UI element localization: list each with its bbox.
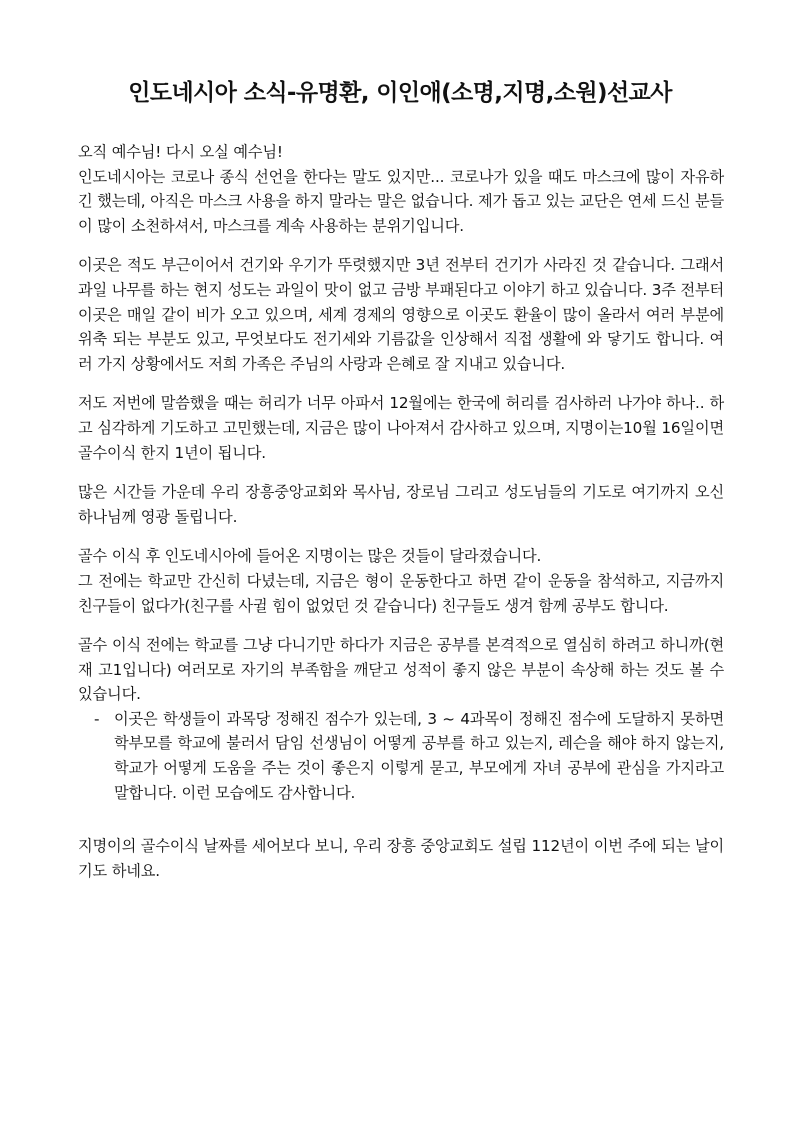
weather-economy-text: 이곳은 적도 부근이어서 건기와 우기가 뚜렷했지만 3년 전부터 건기가 사라진 것 같습니다. 그래서 과일 나무를 하는 현지 성도는 과일이 맛이 없고 금방 부패된다고 이야기 하고 있습니다. 3주 전부터 이곳은 매일 같이 비가 오고 있으며, 세계 경제의 영향으로 이곳도 환율이 많이 올라서 여러 부분에 위축 되는 부분도 있고, 무엇보다도 전기세와 기름값을 인상해서 직접 생활에 와 닿기도 합니다. 여러 가지 상황에서도 저희 가족은 주님의 사랑과 은혜로 잘 지내고 있습니다. <box>78 256 725 373</box>
mask-news-text: 인도네시아는 코로나 종식 선언을 한다는 말도 있지만... 코로나가 있을 때도 마스크에 많이 자유하긴 했는데, 아직은 마스크 사용을 하지 말라는 말은 없습니다. 제가 돕고 있는 교단은 연세 드신 분들이 많이 소천하셔서, 마스크를 계속 사용하는 분위기입니다. <box>78 167 724 235</box>
paragraph-changes <box>78 544 724 618</box>
paragraph-health <box>78 391 724 465</box>
paragraph-study <box>78 633 724 707</box>
paragraph-weather <box>78 253 724 376</box>
study-text: 골수 이식 전에는 학교를 그냥 다니기만 하다가 지금은 공부를 본격적으로 열심히 하려고 하니까(현재 고1입니다) 여러모로 자기의 부족함을 깨닫고 성적이 좋지 않은 부분이 속상해 하는 것도 볼 수 있습니다. <box>78 636 724 704</box>
document-body <box>78 140 724 898</box>
paragraph-closing <box>78 834 724 883</box>
document-title: 인도네시아 소식-유명환, 이인애(소명,지명,소원)선교사 <box>128 80 672 106</box>
paragraph-thanks <box>78 480 724 529</box>
bullet-marker: - <box>94 709 100 728</box>
changes-intro-text: 골수 이식 후 인도네시아에 들어온 지명이는 많은 것들이 달라졌습니다. <box>78 547 542 566</box>
bullet-text: 이곳은 학생들이 과목당 정해진 점수가 있는데, 3 ~ 4과목이 정해진 점수에 도달하지 못하면 학부모를 학교에 불러서 담임 선생님이 어떻게 공부를 하고 있는지, 레슨을 해야 하지 않는지, 학교가 어떻게 도움을 주는 것이 좋은지 이렇게 묻고, 부모에게 자녀 공부에 관심을 가지라고 말합니다. 이런 모습에도 감사합니다. <box>114 709 724 802</box>
paragraph-greeting <box>78 140 724 238</box>
health-update-text: 저도 저번에 말씀했을 때는 허리가 너무 아파서 12월에는 한국에 허리를 검사하러 나가야 하나.. 하고 심각하게 기도하고 고민했는데, 지금은 많이 나아져서 감사하고 있으며, 지명이는10월 16일이면 골수이식 한지 1년이 됩니다. <box>78 394 724 462</box>
greeting-line: 오직 예수님! 다시 오실 예수님! <box>78 143 283 161</box>
changes-detail-text: 그 전에는 학교만 간신히 다녔는데, 지금은 형이 운동한다고 하면 같이 운동을 참석하고, 지금까지 친구들이 없다가(친구를 사귈 힘이 없었던 것 같습니다) 친구들도 생겨 함께 공부도 합니다. <box>78 571 724 615</box>
spacer <box>78 820 724 834</box>
thanks-text: 많은 시간들 가운데 우리 장흥중앙교회와 목사님, 장로님 그리고 성도님들의 기도로 여기까지 오신 하나님께 영광 돌립니다. <box>78 483 724 526</box>
bullet-item-school <box>78 707 724 805</box>
closing-text: 지명이의 골수이식 날짜를 세어보다 보니, 우리 장흥 중앙교회도 설립 112년이 이번 주에 되는 날이기도 하네요. <box>78 837 724 880</box>
